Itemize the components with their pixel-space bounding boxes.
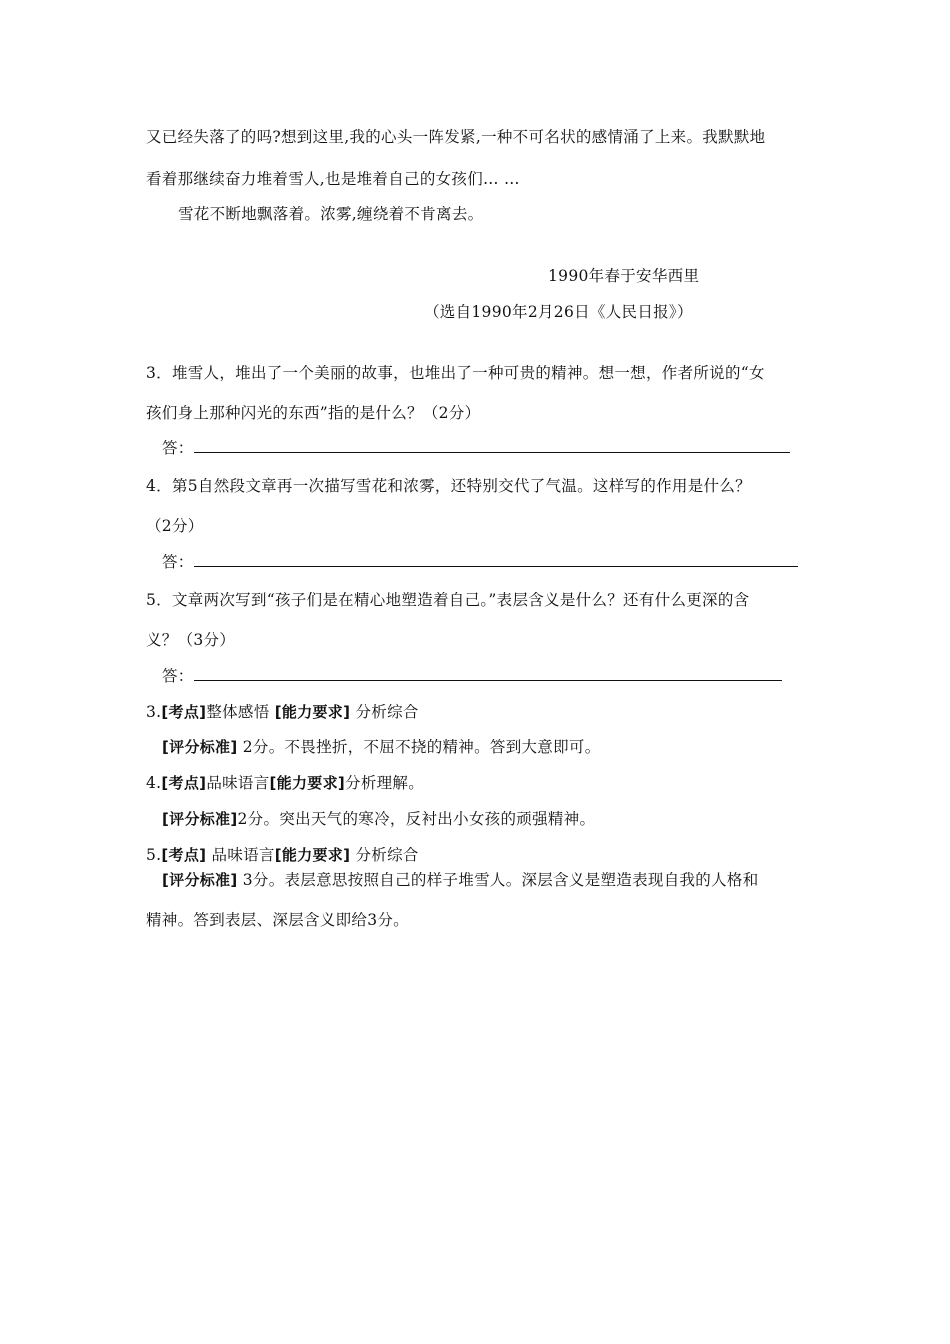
answer-key-5-scoring [162, 870, 759, 890]
answer-number: 4. [146, 774, 162, 792]
passage-line: 看着那继续奋力堆着雪人,也是堆着自己的女孩们… … [146, 170, 520, 188]
question-3-text: 3．堆雪人，堆出了一个美丽的故事，也堆出了一种可贵的精神。想一想，作者所说的“女 [146, 364, 765, 382]
pingfen-value: 3分。表层意思按照自己的样子堆雪人。深层含义是塑造表现自我的人格和 [237, 871, 759, 889]
kaodian-tag: [考点] [161, 774, 207, 792]
answer-key-3-scoring [162, 737, 601, 757]
passage-line: 又已经失落了的吗?想到这里,我的心头一阵发紧,一种不可名状的感情涌了上来。我默默地 [146, 128, 766, 146]
question-4-answer-line[interactable] [162, 552, 798, 572]
answer-key-4-scoring [162, 809, 595, 829]
answer-key-5 [146, 845, 419, 865]
nengli-tag: [能力要求] [274, 703, 351, 721]
nengli-value: 分析理解。 [345, 774, 425, 792]
answer-label: 答： [162, 439, 194, 457]
question-4-text: 4．第5自然段文章再一次描写雪花和浓雾，还特别交代了气温。这样写的作用是什么？ [146, 477, 751, 495]
answer-number: 5. [146, 846, 162, 864]
question-5-answer-line[interactable] [162, 666, 782, 686]
pingfen-tag: [评分标准] [162, 738, 238, 756]
passage-date: 1990年春于安华西里 [548, 267, 700, 285]
question-4-text: （2分） [146, 517, 204, 535]
pingfen-value: 2分。不畏挫折，不屈不挠的精神。答到大意即可。 [237, 738, 601, 756]
question-3-text: 孩们身上那种闪光的东西”指的是什么？（2分） [146, 404, 481, 422]
nengli-value: 分析综合 [350, 703, 419, 721]
answer-blank[interactable] [194, 552, 798, 567]
question-3-answer-line[interactable] [162, 438, 790, 458]
nengli-tag: [能力要求] [269, 774, 346, 792]
nengli-tag: [能力要求] [274, 846, 351, 864]
answer-key-5-scoring-cont: 精神。答到表层、深层含义即给3分。 [146, 911, 409, 929]
answer-label: 答： [162, 553, 194, 571]
pingfen-tag: [评分标准] [162, 871, 238, 889]
pingfen-value: 2分。突出天气的寒冷，反衬出小女孩的顽强精神。 [237, 810, 596, 828]
answer-blank[interactable] [194, 666, 782, 681]
passage-line: 雪花不断地飘落着。浓雾,缠绕着不肯离去。 [178, 205, 484, 223]
nengli-value: 分析综合 [350, 846, 419, 864]
answer-label: 答： [162, 667, 194, 685]
kaodian-value: 整体感悟 [206, 703, 275, 721]
kaodian-tag: [考点] [161, 846, 207, 864]
answer-blank[interactable] [194, 438, 790, 453]
answer-number: 3. [146, 703, 162, 721]
passage-source: （选自1990年2月26日《人民日报》） [424, 303, 693, 321]
question-5-text: 义？（3分） [146, 631, 236, 649]
answer-key-4 [146, 773, 424, 793]
kaodian-value: 品味语言 [206, 846, 275, 864]
kaodian-value: 品味语言 [206, 774, 270, 792]
pingfen-tag: [评分标准] [162, 810, 238, 828]
answer-key-3 [146, 702, 419, 722]
question-5-text: 5．文章两次写到“孩子们是在精心地塑造着自己。”表层含义是什么？还有什么更深的含 [146, 591, 750, 609]
kaodian-tag: [考点] [161, 703, 207, 721]
